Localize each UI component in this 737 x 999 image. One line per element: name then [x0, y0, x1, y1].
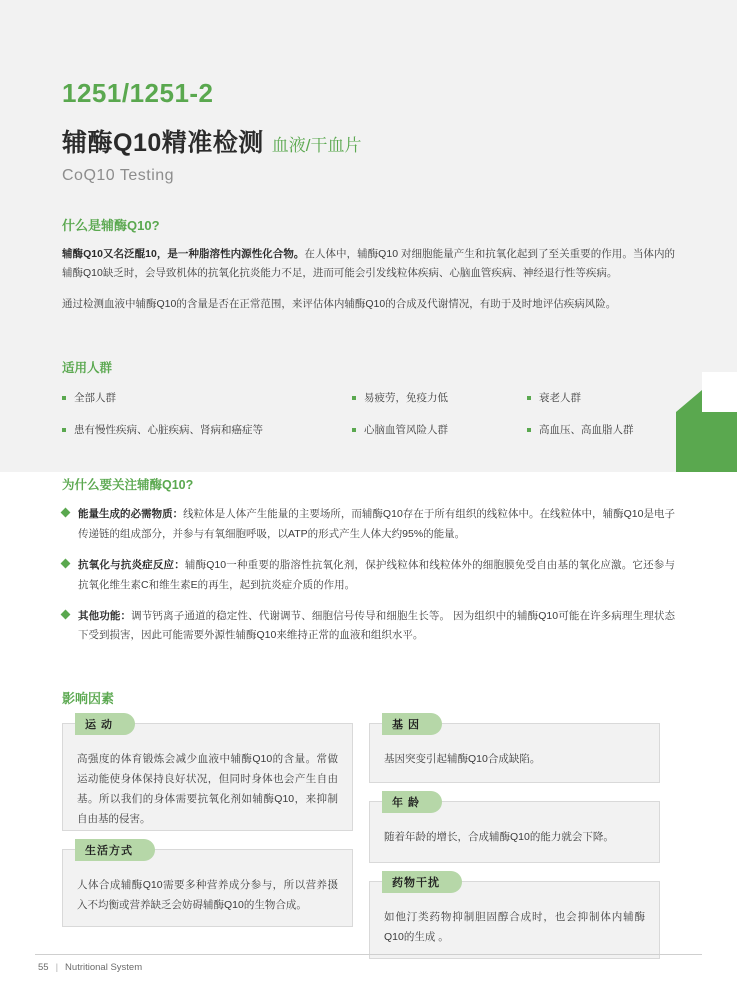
factor-card-body: 基因突变引起辅酶Q10合成缺陷。	[384, 752, 541, 765]
page-title-english: CoQ10 Testing	[62, 167, 175, 184]
list-item	[62, 422, 352, 437]
factors-section	[62, 688, 675, 959]
list-item	[352, 422, 527, 437]
why-item-body: 线粒体是人体产生能量的主要场所，而辅酶Q10存在于所有组织的线粒体中。在线粒体中，辅酶Q10是电子传递链的组成部分，并参与有氧细胞呼吸，以ATP的形式产生人体大约95%的能量。	[78, 508, 675, 540]
factor-card-tag: 生活方式	[75, 839, 155, 861]
factor-column-left	[62, 718, 353, 959]
factor-card	[369, 718, 660, 783]
list-item-label: 全部人群	[74, 392, 116, 405]
factor-card	[62, 844, 353, 927]
why-item-label: 能量生成的必需物质：	[78, 508, 184, 521]
list-item-label: 易疲劳，免疫力低	[364, 392, 448, 405]
list-item	[352, 390, 527, 405]
diamond-bullet-icon	[61, 508, 71, 518]
why-item-text	[78, 556, 675, 595]
factor-card	[369, 876, 660, 959]
intro-paragraph-2: 通过检测血液中辅酶Q10的含量是否在正常范围，来评估体内辅酶Q10的合成及代谢情况，有助于及时地评估疾病风险。	[62, 297, 617, 310]
list-item	[62, 390, 352, 405]
list-item-label: 患有慢性疾病、心脏疾病、肾病和癌症等	[74, 424, 263, 437]
factor-column-right	[369, 718, 660, 959]
diamond-bullet-icon	[61, 610, 71, 620]
bullet-dot-icon	[352, 428, 356, 432]
list-item	[62, 505, 675, 544]
why-item-label: 其他功能：	[78, 609, 132, 622]
diamond-bullet-icon	[61, 559, 71, 569]
intro-paragraph-1-bold: 辅酶Q10又名泛醌10，是一种脂溶性内源性化合物。	[62, 248, 305, 260]
factor-card-tag: 基 因	[382, 713, 442, 735]
factor-card	[62, 718, 353, 831]
why-item-body: 辅酶Q10一种重要的脂溶性抗氧化剂，保护线粒体和线粒体外的细胞膜免受自由基的氧化应激。它还参与抗氧化维生素C和维生素E的再生，起到抗炎症介质的作用。	[78, 559, 675, 591]
population-section	[62, 358, 675, 437]
why-item-body: 调节钙离子通道的稳定性、代谢调节、细胞信号传导和细胞生长等。 因为组织中的辅酶Q10可能在许多病理生理状态下受到损害，因此可能需要外源性辅酶Q10来维持正常的血液和组织水平。	[78, 609, 676, 642]
intro-paragraph-1	[62, 245, 675, 284]
page-subtitle: 血液/干血片	[271, 136, 362, 155]
title-row	[62, 123, 675, 159]
why-item-text	[78, 505, 675, 544]
factor-card-tag: 年 龄	[382, 791, 442, 813]
bullet-dot-icon	[527, 396, 531, 400]
factor-card-tag: 药物干扰	[382, 871, 462, 893]
intro-paragraph-1-rest: 在人体中，辅酶Q10 对细胞能量产生和抗氧化起到了至关重要的作用。当体内的辅酶Q10缺乏时，会导致机体的抗氧化抗炎能力不足，进而可能会引发线粒体疾病、心脑血管疾病、神经退行性等疾病。	[62, 248, 675, 280]
list-item-label: 心脑血管风险人群	[364, 424, 448, 437]
bullet-dot-icon	[352, 396, 356, 400]
footer-separator: |	[55, 962, 59, 973]
why-item-text	[78, 607, 675, 646]
page-number: 55	[38, 962, 49, 973]
factor-cards	[62, 718, 675, 959]
list-item	[527, 390, 675, 405]
factor-card	[369, 796, 660, 863]
section-heading-factors: 影响因素	[62, 690, 115, 706]
footer	[38, 962, 142, 973]
population-grid	[62, 390, 675, 437]
section-heading-what-is: 什么是辅酶Q10?	[62, 218, 160, 233]
factor-card-tag: 运 动	[75, 713, 135, 735]
list-item-label: 高血压、高血脂人群	[539, 424, 634, 437]
factor-card-body: 高强度的体育锻炼会减少血液中辅酶Q10的含量。常做运动能使身体保持良好状况，但同时身体也会产生自由基。所以我们的身体需要抗氧化剂如辅酶Q10，来抑制自由基的侵害。	[77, 752, 338, 825]
document-code: 1251/1251-2	[62, 78, 214, 108]
page-title: 辅酶Q10精准检测	[62, 129, 264, 157]
list-item	[62, 607, 675, 646]
bullet-dot-icon	[62, 396, 66, 400]
list-item-label: 衰老人群	[539, 392, 581, 405]
section-heading-population: 适用人群	[62, 361, 113, 376]
list-item	[527, 422, 675, 437]
section-heading-why: 为什么要关注辅酶Q10?	[62, 478, 194, 493]
bullet-dot-icon	[527, 428, 531, 432]
factor-card-body: 如他汀类药物抑制胆固醇合成时，也会抑制体内辅酶Q10的生成 。	[384, 910, 645, 943]
why-item-label: 抗氧化与抗炎症反应：	[78, 559, 185, 572]
why-section	[62, 475, 675, 646]
footer-section-label: Nutritional System	[65, 962, 143, 973]
bullet-dot-icon	[62, 428, 66, 432]
footer-divider	[35, 954, 702, 955]
factor-card-body: 人体合成辅酶Q10需要多种营养成分参与，所以营养摄入不均衡或营养缺乏会妨碍辅酶Q10的生物合成。	[77, 878, 338, 911]
factor-card-body: 随着年龄的增长，合成辅酶Q10的能力就会下降。	[384, 830, 614, 843]
list-item	[62, 556, 675, 595]
